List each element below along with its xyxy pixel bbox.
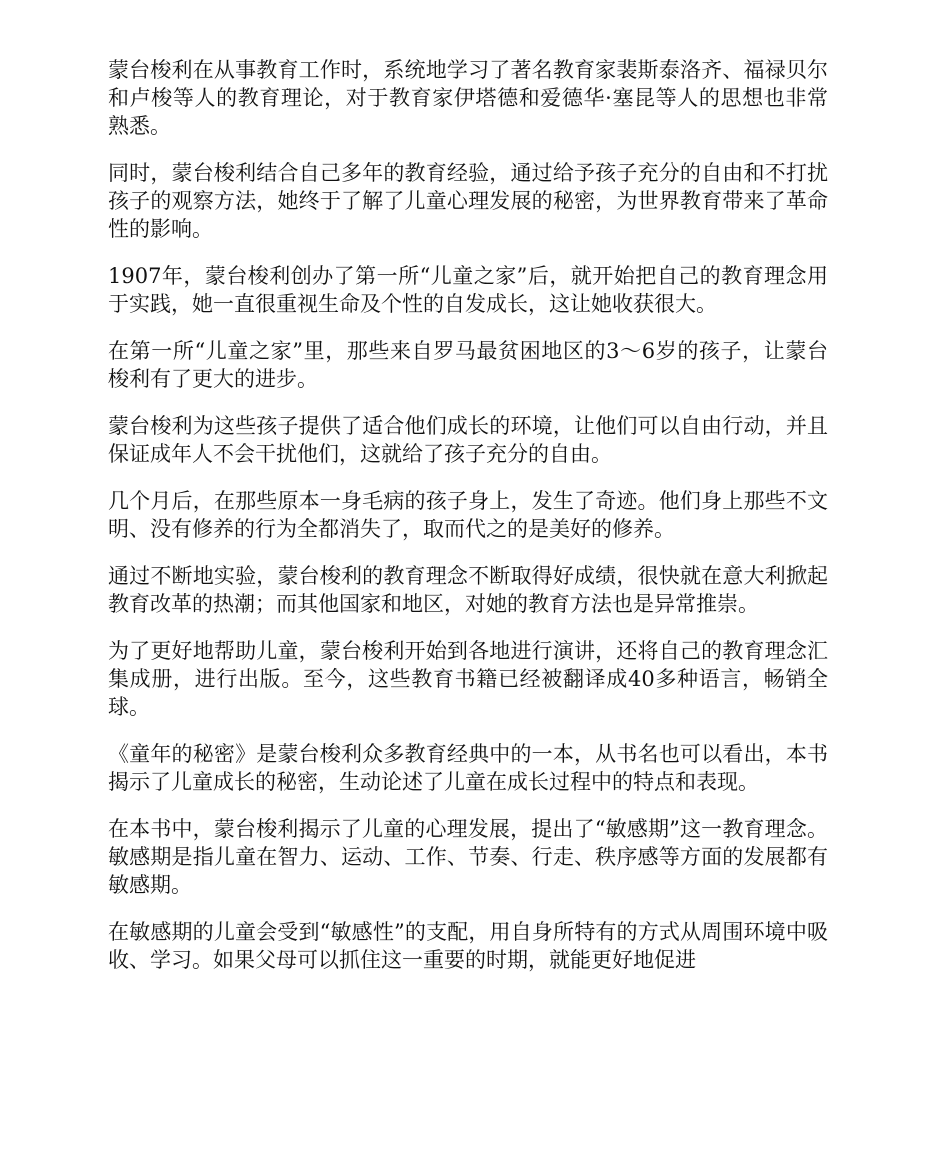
paragraph-1: 蒙台梭利在从事教育工作时，系统地学习了著名教育家裴斯泰洛齐、福禄贝尔和卢梭等人的教育理论，对于教育家伊塔德和爱德华·塞昆等人的思想也非常熟悉。 [108, 58, 828, 138]
paragraph-11: 在敏感期的儿童会受到“敏感性”的支配，用自身所特有的方式从周围环境中吸收、学习。如果父母可以抓住这一重要的时期，就能更好地促进 [108, 920, 828, 972]
paragraph-4: 在第一所“儿童之家”里，那些来自罗马最贫困地区的3～6岁的孩子，让蒙台梭利有了更大的进步。 [108, 339, 828, 391]
paragraph-9: 《童年的秘密》是蒙台梭利众多教育经典中的一本，从书名也可以看出，本书揭示了儿童成长的秘密，生动论述了儿童在成长过程中的特点和表现。 [108, 742, 828, 794]
paragraph-3: 1907年，蒙台梭利创办了第一所“儿童之家”后，就开始把自己的教育理念用于实践，她一直很重视生命及个性的自发成长，这让她收获很大。 [108, 264, 828, 316]
document-body [108, 56, 828, 993]
paragraph-10: 在本书中，蒙台梭利揭示了儿童的心理发展，提出了“敏感期”这一教育理念。敏感期是指儿童在智力、运动、工作、节奏、行走、秩序感等方面的发展都有敏感期。 [108, 817, 828, 897]
paragraph-2: 同时，蒙台梭利结合自己多年的教育经验，通过给予孩子充分的自由和不打扰孩子的观察方法，她终于了解了儿童心理发展的秘密，为世界教育带来了革命性的影响。 [108, 161, 828, 241]
paragraph-6: 几个月后，在那些原本一身毛病的孩子身上，发生了奇迹。他们身上那些不文明、没有修养的行为全都消失了，取而代之的是美好的修养。 [108, 489, 828, 541]
paragraph-5: 蒙台梭利为这些孩子提供了适合他们成长的环境，让他们可以自由行动，并且保证成年人不会干扰他们，这就给了孩子充分的自由。 [108, 414, 828, 466]
paragraph-8: 为了更好地帮助儿童，蒙台梭利开始到各地进行演讲，还将自己的教育理念汇集成册，进行出版。至今，这些教育书籍已经被翻译成40多种语言，畅销全球。 [108, 639, 828, 719]
paragraph-7: 通过不断地实验，蒙台梭利的教育理念不断取得好成绩，很快就在意大利掀起教育改革的热潮；而其他国家和地区，对她的教育方法也是异常推崇。 [108, 564, 828, 616]
